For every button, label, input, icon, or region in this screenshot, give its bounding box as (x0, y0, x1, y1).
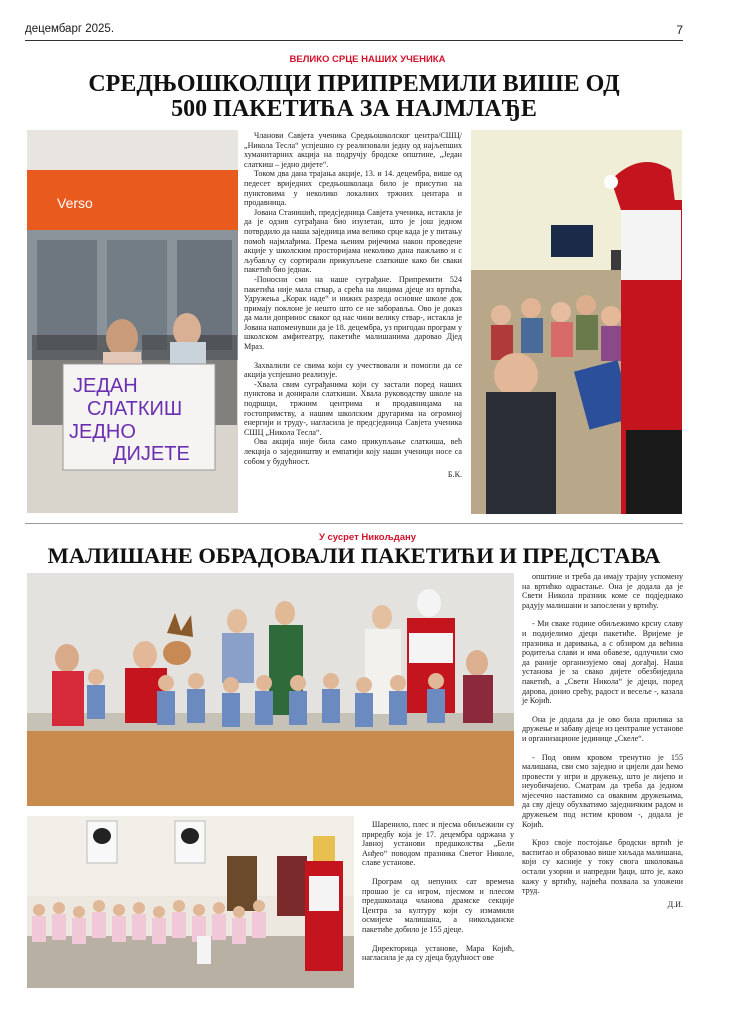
article2-middle-body (362, 820, 514, 963)
sign-line1: ЈЕДАН (73, 375, 138, 397)
sign-line4: ДИЈЕТЕ (113, 443, 190, 465)
article2-headline: МАЛИШАНЕ ОБРАДОВАЛИ ПАКЕТИЋИ И ПРЕДСТАВА (47, 543, 661, 568)
article1-paragraph: -Поносни смо на наше суграђане. Припремити 524 пакетића није мала ствар, а срећа на лицима дјеце из вртића, Удружења „Корак наде“ и нижих разреда основне школе док примају поклоне је нешто што се не заборавља. Ово је доказ да мали допринос сваког од нас чини велику ствар-, истакла је Јована напоменувши да је 18. децембра, уз пригодан програм у школском амфитеатру, пакетиће малишанима даровао Дјед Мраз. (244, 274, 462, 352)
issue-date: децембарг 2025. (25, 23, 115, 35)
photo-collection-point (27, 130, 238, 513)
article2-paragraph: Директорица установе, Мара Којић, нагласила је да су дјеца будућност ове (362, 943, 514, 963)
photo-performance (27, 573, 514, 806)
article2-right-body (522, 572, 683, 909)
article1-paragraph: Захвалили се свима који су учествовали и помогли да се акција успјешно реализује. (244, 360, 462, 380)
store-sign-text: Verso (57, 195, 93, 211)
article1-kicker: ВЕЛИКО СРЦЕ НАШИХ УЧЕНИКА (289, 54, 446, 65)
header-rule (25, 40, 683, 41)
article2-paragraph: Програм од непуних сат времена прошао је са игром, пјесмом и плесом предшколаца чланова драмске секције Центра за културу који су измамили осмијехе малишана, а никољданске пакетиће добило је 155 дјеце. (362, 876, 514, 934)
section-divider (25, 523, 683, 524)
article1-headline-line1: СРЕДЊОШКОЛЦИ ПРИПРЕМИЛИ ВИШЕ ОД (88, 71, 620, 97)
article2-paragraph: Шаренило, плес и пјесма обиљежили су приредбу која је 17. децембра одржана у Јавној установи предшколства „Бели Анђео“ поводом празника Светог Николе, славе установе. (362, 820, 514, 868)
sign-line2: СЛАТКИШ (87, 398, 183, 420)
article1-paragraph: -Хвала свим суграђанима који су застали поред наших пунктова и донирали слаткиши. Хвала руководству школе на подршци, тржним центрима и продавницама на гостопримству, а нашим школским другарима на огромној енергији и труду-, нагласила је предсједница Савјета ученика СШЦ „Никола Тесла“. (244, 379, 462, 437)
article1-body (244, 131, 462, 480)
article2-paragraph: Она је додала да је ово била прилика за дружење и забаву дјеце из централне установе и организационе јединице „Скеле“. (522, 714, 683, 743)
article1-paragraph: Током два дана трајања акције, 13. и 14. децембра, више од педесет вриједних средњошколаца било је присутно на пунктовима у неколико локалних тржних центара и продавница. (244, 169, 462, 208)
sign-line3: ЈЕДНО (69, 421, 136, 443)
article1-headline (25, 72, 683, 122)
page-number: 7 (676, 23, 683, 37)
photo-saint-nicholas-hall (27, 816, 354, 988)
article2-paragraph: - Под овим кровом тренутно је 155 малишана, сви смо заједно и цијели дан ћемо провести у игри и дружењу, што је лијепо и неуобичајено. Сматрам да треба да једном мјесечно наставимо са оваквим дружењима, да сву дјецу обухватимо заједничким радом и дружењем под истим кровом -, додала је Којић. (522, 752, 683, 829)
article1-paragraph: Јована Станишић, предсједница Савјета ученика, истакла је да је одзив суграђана био изузетан, што је још једном потврдило да наша заједница има велико срце када је у питању помоћ најмлађима. Према њеним ријечима након проведене акције у школским просторијама неколико дана пажљиво и с љубављу су сортирали прикупљене слаткише како би сваки пакетић био једнак. (244, 207, 462, 275)
article1-signature: Б.К. (447, 470, 462, 480)
article1-headline-line2: 500 ПАКЕТИЋА ЗА НАЈМЛАЂЕ (171, 96, 537, 123)
article1-paragraph: Чланови Савјета ученика Средњошколског центра/СШЦ/ „Никола Тесла“ успјешно су реализовали једну од најљепших хуманитарних акција на подручју бродске општине, „Један слаткиш – једно дијете“. (244, 131, 462, 169)
article2-signature: Д.И. (667, 899, 683, 909)
photo-santa-children (471, 130, 682, 514)
article2-paragraph: Кроз своје постојање бродски вртић је васпитао и образовао више хиљада малишана, који су касније у току свога школовања остали узорни и напредни ђаци, што је, како кажу у вртићу, највећа похвала за уложени труд. (522, 838, 683, 896)
article2-paragraph: - Ми сваке године обиљежимо крсну славу и подијелимо дјеци пакетиће. Вријеме је празника и даривања, а с обзиром да већина родитеља слави и има обавезе, одлучили смо да раније организујемо овај догађај. Наша установа је за свако дијете обезбиједила пакетић, а „Свети Никола“ је дјеци, поред дарова, донио срећу, радост и весеље -, казала је Којић. (522, 619, 683, 706)
article1-paragraph: Ова акција није била само прикупљање слаткиша, већ лекција о заједништву и емпатији коју наши ученици носе са собом у будућност. (244, 437, 462, 466)
article2-paragraph: општине и треба да имају трајну успомену на вртићко одрастање. Она је додала да је Свети Никола празник коме се подједнако радују малишани и запослени у вртићу. (522, 572, 683, 610)
article2-kicker: У сусрет Никољдану (318, 532, 417, 543)
